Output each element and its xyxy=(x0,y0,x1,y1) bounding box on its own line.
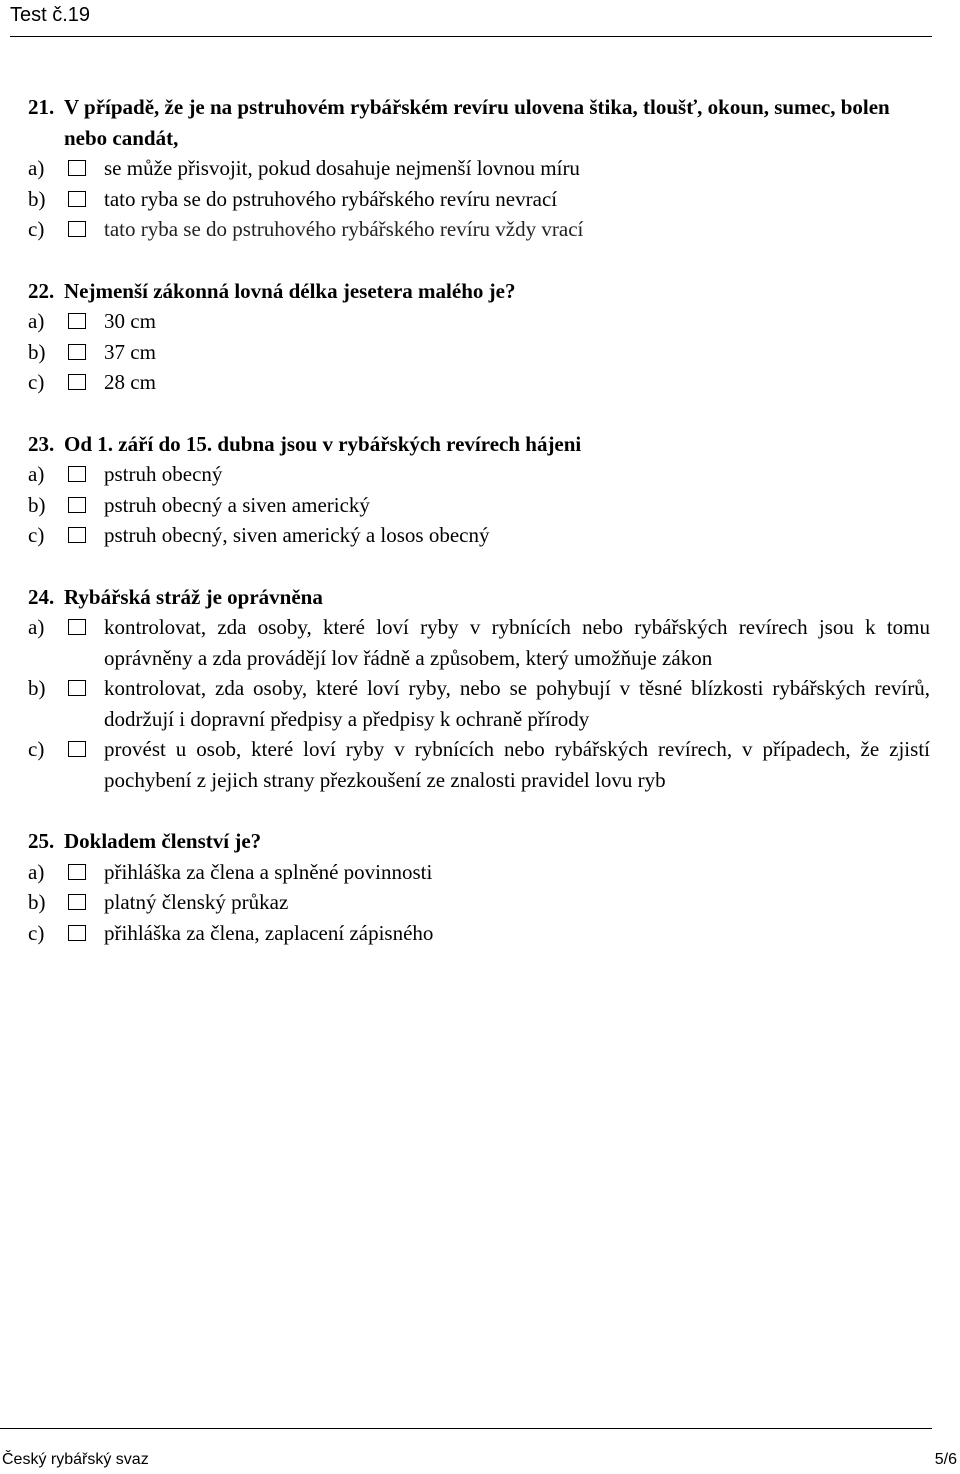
checkbox[interactable] xyxy=(68,925,86,941)
checkbox[interactable] xyxy=(68,191,86,207)
checkbox[interactable] xyxy=(68,864,86,880)
answer-option-c xyxy=(28,520,930,551)
answer-option-a xyxy=(28,459,930,490)
question-number: 21. xyxy=(28,95,55,119)
option-letter: a) xyxy=(28,859,45,884)
question-title xyxy=(28,276,930,307)
option-text: 30 cm xyxy=(104,309,156,333)
answer-option-b xyxy=(28,673,930,734)
option-text: se může přisvojit, pokud dosahuje nejmenší lovnou míru xyxy=(104,156,580,180)
question-title xyxy=(28,826,930,857)
question-22 xyxy=(28,276,930,398)
question-text: Nejmenší zákonná lovná délka jesetera malého je? xyxy=(64,278,516,303)
checkbox[interactable] xyxy=(68,160,86,176)
answer-option-c xyxy=(28,918,930,949)
checkbox[interactable] xyxy=(68,527,86,543)
question-title xyxy=(28,582,930,613)
option-text: 28 cm xyxy=(104,370,156,394)
answer-option-b xyxy=(28,184,930,215)
answer-option-a xyxy=(28,306,930,337)
question-24 xyxy=(28,582,930,796)
quiz-content xyxy=(28,92,930,948)
answer-option-a xyxy=(28,153,930,184)
option-letter: b) xyxy=(28,676,46,700)
answer-option-b xyxy=(28,490,930,521)
option-text: přihláška za člena, zaplacení zápisného xyxy=(104,920,434,945)
checkbox[interactable] xyxy=(68,221,86,237)
question-text: Rybářská stráž je oprávněna xyxy=(64,584,323,609)
question-number: 25. xyxy=(28,829,55,853)
option-letter: c) xyxy=(28,737,45,761)
option-letter: b) xyxy=(28,186,46,211)
answer-option-a xyxy=(28,857,930,888)
answer-option-c xyxy=(28,734,930,795)
checkbox[interactable] xyxy=(68,497,86,513)
checkbox[interactable] xyxy=(68,741,86,757)
option-text: pstruh obecný xyxy=(104,462,223,486)
footer-organization: Český rybářský svaz xyxy=(2,1451,149,1468)
question-number: 24. xyxy=(28,584,55,609)
checkbox[interactable] xyxy=(68,619,86,635)
checkbox[interactable] xyxy=(68,374,86,390)
question-text: Od 1. září do 15. dubna jsou v rybářských revírech hájeni xyxy=(64,431,582,456)
answer-option-b xyxy=(28,887,930,918)
option-text: kontrolovat, zda osoby, které loví ryby v rybnících nebo rybářských revírech jsou k tomu oprávněny a zda provádějí lov řádně a způsobem, který umožňuje zákon xyxy=(104,615,930,670)
option-text: kontrolovat, zda osoby, které loví ryby, nebo se pohybují v těsné blízkosti rybářských revírů, dodržují i dopravní předpisy a předpisy k ochraně přírody xyxy=(104,676,930,731)
header-divider xyxy=(10,36,932,37)
question-25 xyxy=(28,826,930,948)
option-text: platný členský průkaz xyxy=(104,890,289,914)
answer-option-b xyxy=(28,337,930,368)
option-letter: b) xyxy=(28,890,46,914)
question-title xyxy=(28,429,930,460)
checkbox[interactable] xyxy=(68,466,86,482)
question-text: Dokladem členství je? xyxy=(64,829,262,853)
option-text: pstruh obecný a siven americký xyxy=(104,492,370,517)
checkbox[interactable] xyxy=(68,680,86,696)
option-letter: c) xyxy=(28,370,45,394)
answer-option-c xyxy=(28,367,930,398)
question-number: 22. xyxy=(28,278,55,303)
checkbox[interactable] xyxy=(68,894,86,910)
option-letter: c) xyxy=(28,217,45,241)
option-text: tato ryba se do pstruhového rybářského revíru nevrací xyxy=(104,186,558,211)
option-text: tato ryba se do pstruhového rybářského revíru vždy vrací xyxy=(104,217,584,241)
footer-divider xyxy=(0,1428,932,1429)
answer-option-c xyxy=(28,214,930,245)
option-letter: a) xyxy=(28,156,45,180)
checkbox[interactable] xyxy=(68,344,86,360)
option-text: přihláška za člena a splněné povinnosti xyxy=(104,859,433,884)
option-text: pstruh obecný, siven americký a losos obecný xyxy=(104,523,490,547)
question-title xyxy=(28,92,930,153)
page-header-title: Test č.19 xyxy=(10,4,91,26)
option-letter: b) xyxy=(28,492,46,517)
answer-option-a xyxy=(28,612,930,673)
question-number: 23. xyxy=(28,431,55,456)
option-letter: c) xyxy=(28,523,45,547)
question-23 xyxy=(28,429,930,551)
question-21 xyxy=(28,92,930,245)
question-text: V případě, že je na pstruhovém rybářském revíru ulovena štika, tloušť, okoun, sumec, bolen nebo candát, xyxy=(64,95,890,150)
option-letter: a) xyxy=(28,615,45,639)
checkbox[interactable] xyxy=(68,313,86,329)
page-number: 5/6 xyxy=(934,1451,957,1468)
option-letter: a) xyxy=(28,309,45,333)
option-letter: a) xyxy=(28,462,45,486)
option-letter: b) xyxy=(28,339,46,364)
option-text: provést u osob, které loví ryby v rybnících nebo rybářských revírech, v případech, že zjistí pochybení z jejich strany přezkoušení ze znalosti pravidel lovu ryb xyxy=(104,737,930,792)
option-letter: c) xyxy=(28,920,45,945)
option-text: 37 cm xyxy=(104,339,156,364)
